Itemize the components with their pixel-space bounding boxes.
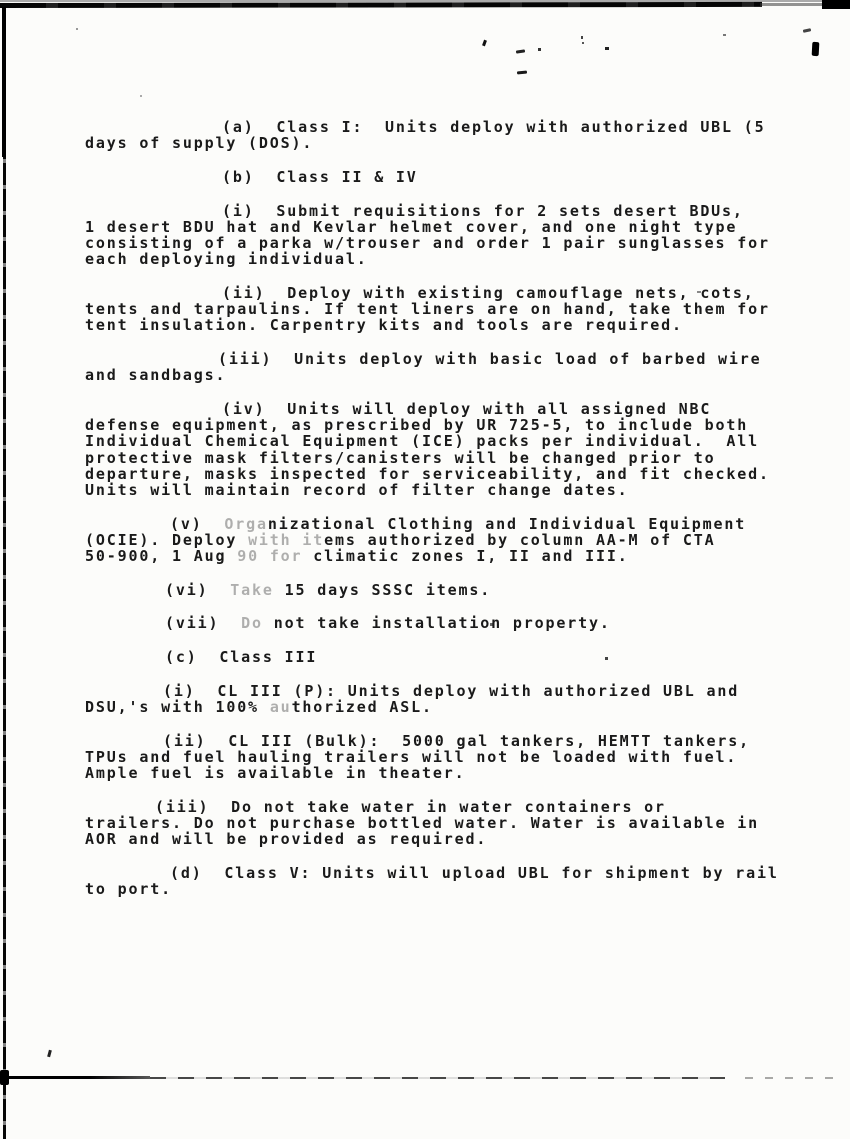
document-line xyxy=(85,865,820,881)
faded-text: Take xyxy=(230,580,274,599)
paragraph xyxy=(85,683,820,715)
faded-text: Do xyxy=(241,614,263,633)
document-line xyxy=(85,433,820,449)
text-run: (iii) Do not take water in water containers or xyxy=(155,797,666,816)
text-run: tent insulation. Carpentry kits and tools are required. xyxy=(85,316,683,335)
text-run: trailers. Do not purchase bottled water. Water is available in xyxy=(85,814,759,833)
text-run: DSU,'s with 100% xyxy=(85,698,270,717)
text-run: each deploying individual. xyxy=(85,250,368,269)
document-line xyxy=(85,466,820,482)
paragraph xyxy=(85,203,820,268)
text-run: ems authorized by column AA-M of CTA xyxy=(324,530,716,549)
text-run: (b) Class II & IV xyxy=(222,167,418,186)
scan-speck xyxy=(516,49,525,53)
paragraph xyxy=(85,649,820,665)
text-run: nizational Clothing and Individual Equipment xyxy=(267,514,747,533)
paragraph xyxy=(85,401,820,498)
document-line xyxy=(85,683,820,699)
document-line xyxy=(85,649,820,665)
text-run: (iv) Units will deploy with all assigned NBC xyxy=(222,399,712,418)
document-line xyxy=(85,516,820,532)
scan-bottom-rule-solid xyxy=(0,1076,150,1079)
text-run: Individual Chemical Equipment (ICE) packs per individual. All xyxy=(85,432,759,451)
text-run: (vi) xyxy=(165,580,231,599)
scan-speck xyxy=(538,48,541,51)
document-line xyxy=(85,203,820,219)
scan-speck xyxy=(517,71,527,75)
text-run: AOR and will be provided as required. xyxy=(85,830,488,849)
scan-speck xyxy=(140,95,142,97)
scan-bottom-rule-faint xyxy=(745,1077,835,1079)
document-line xyxy=(85,367,820,383)
paragraph xyxy=(85,285,820,334)
scan-speck xyxy=(723,34,726,36)
text-run: (vii) xyxy=(165,614,242,633)
document-line xyxy=(85,317,820,333)
paragraph xyxy=(85,582,820,598)
document-line xyxy=(85,235,820,251)
text-run: 15 days SSSC items. xyxy=(273,580,492,599)
paragraph xyxy=(85,615,820,631)
text-run: (i) Submit requisitions for 2 sets desert BDUs, xyxy=(222,201,744,220)
text-run: and sandbags. xyxy=(85,366,227,385)
scan-speck xyxy=(76,28,78,30)
text-run: (OCIE). Deploy xyxy=(85,530,249,549)
document-line xyxy=(85,582,820,598)
document-line xyxy=(85,831,820,847)
paragraph xyxy=(85,733,820,782)
faded-text: Orga xyxy=(224,514,268,533)
document-line xyxy=(85,749,820,765)
text-run: (v) xyxy=(170,514,225,533)
document-line xyxy=(85,401,820,417)
document-line xyxy=(85,135,820,151)
scan-speck xyxy=(482,40,487,47)
text-run: to port. xyxy=(85,880,172,899)
document-line xyxy=(85,119,820,135)
scan-edge-top-bar xyxy=(0,2,762,8)
text-run: Units will maintain record of filter change dates. xyxy=(85,480,629,499)
document-line xyxy=(85,417,820,433)
text-run: climatic zones I, II and III. xyxy=(302,547,629,566)
text-run: days of supply (DOS). xyxy=(85,134,314,153)
scan-edge-top-tail xyxy=(760,3,824,6)
scan-edge-left-line xyxy=(3,7,6,1139)
paragraph xyxy=(85,351,820,383)
scan-ink-dash-right xyxy=(803,28,811,33)
paragraph xyxy=(85,516,820,565)
document-line xyxy=(85,251,820,267)
scan-ink-blob-right xyxy=(812,42,820,56)
text-run: thorized ASL. xyxy=(291,698,433,717)
paragraph xyxy=(85,865,820,897)
text-run: TPUs and fuel hauling trailers will not be loaded with fuel. xyxy=(85,747,738,766)
scan-edge-left-thick-segment xyxy=(2,7,6,157)
faded-text: 90 for xyxy=(237,547,303,566)
document-line xyxy=(85,881,820,897)
text-run: defense equipment, as prescribed by UR 725-5, to include both xyxy=(85,416,749,435)
paragraph xyxy=(85,799,820,848)
paragraph xyxy=(85,119,820,151)
text-run: Ample fuel is available in theater. xyxy=(85,764,466,783)
scan-speck xyxy=(582,42,584,44)
scan-edge-top-right-blob xyxy=(822,0,850,9)
scan-speck xyxy=(605,47,609,50)
text-run: tents and tarpaulins. If tent liners are on hand, take them for xyxy=(85,300,770,319)
text-run: 1 desert BDU hat and Kevlar helmet cover, and one night type xyxy=(85,217,738,236)
scan-speck xyxy=(47,1050,52,1058)
document-line xyxy=(85,765,820,781)
text-run: (iii) Units deploy with basic load of barbed wire xyxy=(218,350,762,369)
document-line xyxy=(85,285,820,301)
document-line xyxy=(85,301,820,317)
document-line xyxy=(85,532,820,548)
document-line xyxy=(85,548,820,564)
document-body xyxy=(85,119,820,915)
text-run: 50-900, 1 Aug xyxy=(85,547,238,566)
text-run: (d) Class V: Units will upload UBL for shipment by rail xyxy=(170,864,779,882)
text-run: (ii) Deploy with existing camouflage nets, cots, xyxy=(222,283,755,302)
text-run: (i) CL III (P): Units deploy with authorized UBL and xyxy=(163,681,740,700)
document-line xyxy=(85,799,820,815)
document-line xyxy=(85,699,820,715)
document-line xyxy=(85,815,820,831)
text-run: (ii) CL III (Bulk): 5000 gal tankers, HEMTT tankers, xyxy=(163,731,751,750)
text-run: (a) Class I: Units deploy with authorized UBL (5 xyxy=(222,118,766,136)
text-run: not take installation property. xyxy=(262,614,611,633)
faded-text: with it xyxy=(248,530,325,549)
faded-text: au xyxy=(269,698,292,717)
document-line xyxy=(85,733,820,749)
document-line xyxy=(85,219,820,235)
document-line xyxy=(85,482,820,498)
scan-speck xyxy=(581,36,583,39)
document-line xyxy=(85,169,820,185)
document-line xyxy=(85,615,820,631)
text-run: departure, masks inspected for serviceability, and fit checked. xyxy=(85,464,770,483)
text-run: consisting of a parka w/trouser and order 1 pair sunglasses for xyxy=(85,234,770,253)
paragraph xyxy=(85,169,820,185)
document-line xyxy=(85,450,820,466)
text-run: protective mask filters/canisters will be changed prior to xyxy=(85,448,716,467)
scan-bottom-rule-dashed xyxy=(150,1077,725,1079)
text-run: (c) Class III xyxy=(165,648,318,667)
document-line xyxy=(85,351,820,367)
